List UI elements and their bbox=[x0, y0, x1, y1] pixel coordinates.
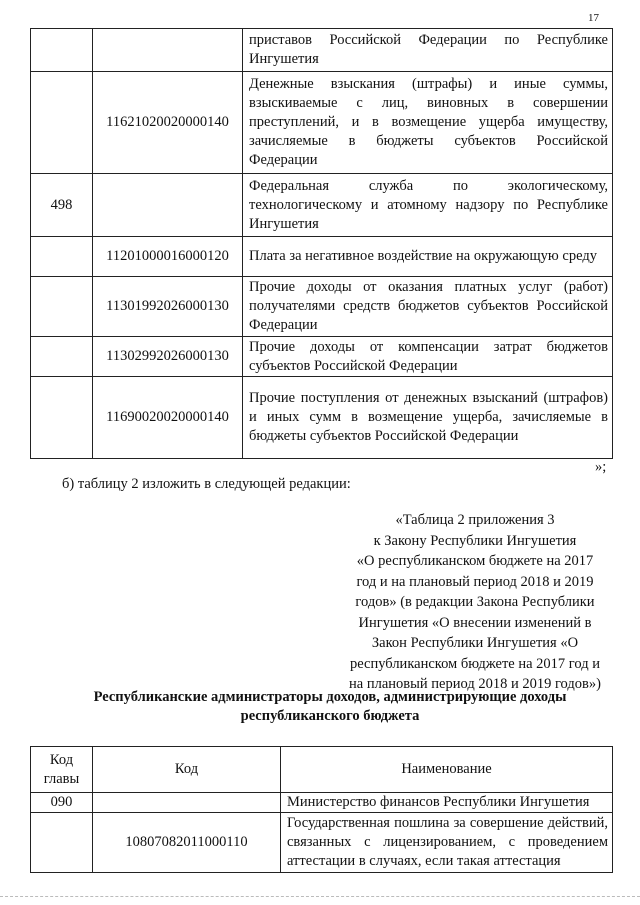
name-cell: Плата за негативное воздействие на окружающую среду bbox=[243, 237, 613, 277]
glava-cell bbox=[31, 337, 93, 377]
administrators-table-continued bbox=[30, 28, 613, 459]
code-cell: 11201000016000120 bbox=[93, 237, 243, 277]
glava-cell bbox=[31, 237, 93, 277]
caption-line: Закон Республики Ингушетия «О bbox=[371, 635, 579, 651]
header-glava: Код главы bbox=[31, 747, 93, 793]
table-row bbox=[31, 174, 613, 237]
glava-cell bbox=[31, 29, 93, 72]
page-number: 17 bbox=[588, 12, 599, 24]
code-cell: 11690020020000140 bbox=[93, 377, 243, 459]
name-cell: Федеральная служба по экологическому, технологическому и атомному надзору по Республике Ингушетия bbox=[243, 174, 613, 237]
header-name: Наименование bbox=[281, 747, 613, 793]
table-row bbox=[31, 277, 613, 337]
table-caption bbox=[338, 510, 612, 695]
table-row bbox=[31, 29, 613, 72]
name-cell: Денежные взыскания (штрафы) и иные суммы, взыскиваемые с лиц, виновных в совершении преступлений, и в возмещение ущерба имуществу, зачисляемые в бюджеты субъектов Российской Федерации bbox=[243, 72, 613, 174]
table-row bbox=[31, 72, 613, 174]
table-row bbox=[31, 237, 613, 277]
table-row bbox=[31, 793, 613, 813]
code-cell bbox=[93, 174, 243, 237]
caption-line: на плановый период 2018 и 2019 годов») bbox=[349, 676, 601, 692]
table-row bbox=[31, 337, 613, 377]
republican-administrators-table bbox=[30, 746, 613, 873]
table-header-row bbox=[31, 747, 613, 793]
glava-cell bbox=[31, 813, 93, 873]
name-cell: Прочие доходы от оказания платных услуг (работ) получателями средств бюджетов субъектов Российской Федерации bbox=[243, 277, 613, 337]
name-cell: Прочие поступления от денежных взысканий (штрафов) и иных сумм в возмещение ущерба, зачисляемые в бюджеты субъектов Российской Федерации bbox=[243, 377, 613, 459]
glava-cell bbox=[31, 277, 93, 337]
name-cell: Министерство финансов Республики Ингушетия bbox=[281, 793, 613, 813]
glava-cell bbox=[31, 72, 93, 174]
code-cell: 11302992026000130 bbox=[93, 337, 243, 377]
caption-line: «О республиканском бюджете на 2017 bbox=[356, 553, 594, 569]
caption-line: годов» (в редакции Закона Республики bbox=[355, 594, 595, 610]
code-cell bbox=[93, 793, 281, 813]
glava-cell: 498 bbox=[31, 174, 93, 237]
caption-line: к Закону Республики Ингушетия bbox=[373, 532, 577, 549]
scan-edge-divider bbox=[0, 896, 640, 897]
caption-line: «Таблица 2 приложения 3 bbox=[395, 512, 555, 528]
table-row bbox=[31, 377, 613, 459]
caption-line: республиканском бюджете на 2017 год и bbox=[350, 655, 600, 672]
name-cell: Государственная пошлина за совершение действий, связанных с лицензированием, с проведением аттестации в случаях, если такая аттестация bbox=[281, 813, 613, 873]
amendment-instruction: б) таблицу 2 изложить в следующей редакции: bbox=[62, 476, 351, 492]
code-cell: 11621020020000140 bbox=[93, 72, 243, 174]
heading-line: республиканского бюджета bbox=[240, 708, 420, 724]
code-cell: 11301992026000130 bbox=[93, 277, 243, 337]
heading-line: Республиканские администраторы доходов, администрирующие доходы bbox=[93, 689, 567, 705]
glava-cell: 090 bbox=[31, 793, 93, 813]
header-code: Код bbox=[93, 747, 281, 793]
caption-line: год и на плановый период 2018 и 2019 bbox=[356, 573, 594, 590]
table-row bbox=[31, 813, 613, 873]
closing-quote: »; bbox=[595, 459, 607, 475]
code-cell: 10807082011000110 bbox=[93, 813, 281, 873]
caption-line: Ингушетия «О внесении изменений в bbox=[358, 614, 592, 631]
section-heading bbox=[60, 688, 600, 726]
name-cell: Прочие доходы от компенсации затрат бюджетов субъектов Российской Федерации bbox=[243, 337, 613, 377]
code-cell bbox=[93, 29, 243, 72]
glava-cell bbox=[31, 377, 93, 459]
name-cell: приставов Российской Федерации по Республике Ингушетия bbox=[243, 29, 613, 72]
